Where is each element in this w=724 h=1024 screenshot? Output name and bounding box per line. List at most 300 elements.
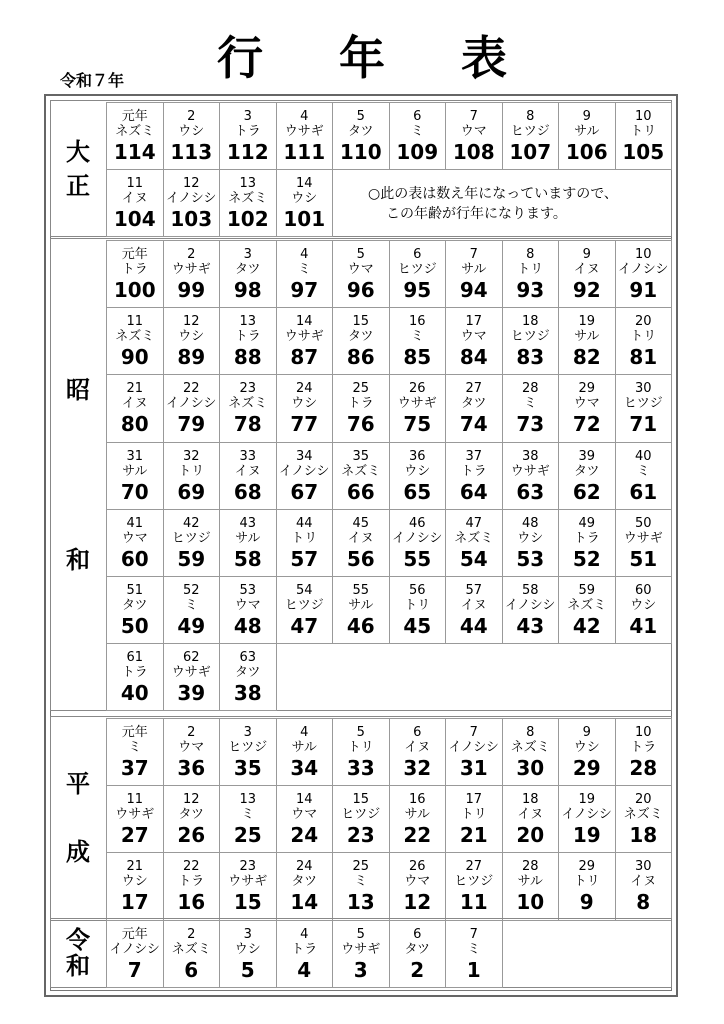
zodiac-sign: トリ [291, 530, 318, 546]
zodiac-sign: ネズミ [228, 191, 268, 207]
era-year: 元年 [121, 725, 148, 740]
era-year: 21 [126, 859, 144, 875]
zodiac-sign: タツ [234, 262, 261, 277]
era-year: 27 [465, 859, 483, 875]
era-year: 32 [182, 448, 200, 464]
zodiac-sign: ミ [297, 262, 311, 277]
year-cell [163, 307, 221, 375]
year-cell [558, 374, 616, 442]
age-value: 113 [170, 140, 213, 164]
year-cell [106, 852, 164, 920]
year-cell [219, 852, 277, 920]
year-cell [615, 240, 673, 308]
note-line-1: ○此の表は数え年になっていますので、 [368, 186, 618, 202]
era-year: 57 [465, 583, 483, 598]
era-year: 53 [239, 583, 257, 598]
age-value: 111 [283, 140, 326, 164]
zodiac-sign: ミ [410, 124, 424, 139]
zodiac-sign: イヌ [347, 530, 374, 546]
zodiac-sign: ヒツジ [228, 740, 268, 755]
zodiac-sign: ネズミ [115, 329, 155, 345]
age-value: 102 [226, 207, 269, 232]
zodiac-sign: トリ [347, 740, 374, 755]
era-year: 25 [352, 381, 370, 397]
era-year: 14 [295, 314, 313, 330]
year-cell [615, 509, 673, 577]
age-value: 28 [629, 756, 658, 780]
era-year: 11 [126, 314, 144, 330]
age-value: 39 [177, 681, 206, 706]
era-year: 45 [352, 515, 370, 531]
zodiac-sign: ウサギ [171, 262, 211, 277]
age-value: 68 [233, 479, 262, 504]
zodiac-sign: ウシ [234, 942, 261, 957]
year-cell [106, 718, 164, 786]
age-value: 87 [290, 345, 319, 370]
year-cell [502, 374, 560, 442]
era-year: 5 [356, 725, 365, 740]
age-value: 30 [516, 756, 545, 780]
era-year: 39 [578, 448, 596, 464]
year-cell [219, 169, 277, 237]
page-title: 行 年 表 [216, 31, 538, 85]
era-year: 50 [634, 515, 652, 531]
zodiac-sign: ウサギ [115, 807, 155, 823]
era-year: 28 [521, 381, 539, 397]
age-value: 27 [120, 823, 149, 848]
age-value: 38 [233, 681, 262, 706]
zodiac-sign: トラ [234, 329, 261, 345]
zodiac-sign: ネズミ [567, 598, 607, 613]
age-value: 100 [113, 278, 156, 302]
year-cell [445, 102, 503, 170]
zodiac-sign: イノシシ [505, 598, 556, 613]
era-year: 24 [295, 859, 313, 875]
era-year: 37 [465, 448, 483, 464]
era-year: 27 [465, 381, 483, 397]
era-year: 62 [182, 650, 200, 666]
year-cell [163, 718, 221, 786]
year-cell [163, 374, 221, 442]
age-value: 91 [629, 278, 658, 302]
year-cell [445, 718, 503, 786]
era-year: 13 [239, 792, 257, 808]
year-cell [276, 509, 334, 577]
year-cell [276, 240, 334, 308]
year-cell [615, 852, 673, 920]
era-year: 4 [300, 109, 309, 124]
zodiac-sign: ヒツジ [397, 262, 437, 277]
year-cell [219, 920, 277, 988]
age-value: 16 [177, 890, 206, 915]
age-value: 54 [459, 546, 488, 571]
age-value: 58 [233, 546, 262, 571]
age-value: 23 [346, 823, 375, 848]
era-year: 26 [408, 381, 426, 397]
zodiac-sign: ウマ [234, 598, 261, 613]
year-cell [219, 785, 277, 853]
zodiac-sign: イヌ [573, 262, 600, 277]
zodiac-sign: ウシ [573, 740, 600, 755]
era-year: 5 [356, 927, 365, 942]
era-year: 20 [634, 792, 652, 808]
year-cell [615, 102, 673, 170]
zodiac-sign: ヒツジ [341, 807, 381, 823]
zodiac-sign: ヒツジ [623, 396, 663, 412]
year-cell [389, 102, 447, 170]
era-year: 23 [239, 381, 257, 397]
zodiac-sign: ウマ [460, 124, 487, 139]
year-cell [389, 576, 447, 644]
year-cell [558, 240, 616, 308]
year-cell [163, 785, 221, 853]
year-cell [276, 852, 334, 920]
year-cell [163, 102, 221, 170]
zodiac-sign: サル [461, 262, 487, 277]
era-year: 35 [352, 448, 370, 464]
zodiac-sign: タツ [347, 124, 374, 139]
zodiac-sign: ネズミ [115, 124, 155, 139]
zodiac-sign: イノシシ [561, 807, 612, 823]
era-year: 8 [526, 109, 535, 124]
zodiac-sign: ウマ [291, 807, 318, 823]
age-value: 98 [233, 278, 262, 302]
zodiac-sign: ヒツジ [454, 874, 494, 890]
zodiac-sign: サル [348, 598, 374, 613]
era-year: 7 [469, 247, 478, 262]
year-cell [558, 852, 616, 920]
era-year: 2 [187, 725, 196, 740]
age-value: 29 [572, 756, 601, 780]
era-year: 20 [634, 314, 652, 330]
era-year: 元年 [121, 109, 148, 124]
age-value: 92 [572, 278, 601, 302]
year-cell [276, 442, 334, 510]
era-year: 10 [634, 247, 652, 262]
era-year: 55 [352, 583, 370, 598]
era-year: 9 [582, 247, 591, 262]
era-year: 33 [239, 448, 257, 464]
era-year: 41 [126, 515, 144, 531]
zodiac-sign: イノシシ [166, 396, 217, 412]
zodiac-sign: タツ [234, 665, 261, 681]
age-value: 65 [403, 479, 432, 504]
zodiac-sign: ウシ [178, 329, 205, 345]
year-cell [389, 509, 447, 577]
age-value: 104 [113, 207, 156, 232]
age-value: 2 [410, 958, 425, 982]
year-cell [389, 785, 447, 853]
year-cell [332, 442, 390, 510]
age-value: 96 [346, 278, 375, 302]
era-year: 19 [578, 792, 596, 808]
zodiac-sign: トラ [121, 665, 148, 681]
age-value: 21 [459, 823, 488, 848]
era-year: 21 [126, 381, 144, 397]
age-value: 81 [629, 345, 658, 370]
year-cell [276, 374, 334, 442]
age-value: 108 [452, 140, 495, 164]
era-year: 13 [239, 314, 257, 330]
zodiac-sign: イヌ [121, 396, 148, 412]
year-cell [502, 509, 560, 577]
era-year: 44 [295, 515, 313, 531]
year-cell [219, 442, 277, 510]
year-cell [615, 576, 673, 644]
era-year: 49 [578, 515, 596, 531]
year-cell [163, 509, 221, 577]
zodiac-sign: トリ [517, 262, 544, 277]
zodiac-sign: ウサギ [397, 396, 437, 412]
zodiac-sign: ウサギ [284, 329, 324, 345]
year-cell [163, 169, 221, 237]
era-year: 15 [352, 792, 370, 808]
era-year: 7 [469, 109, 478, 124]
era-year: 36 [408, 448, 426, 464]
age-value: 8 [636, 890, 651, 915]
year-cell [106, 509, 164, 577]
year-cell [389, 718, 447, 786]
age-value: 75 [403, 412, 432, 437]
year-cell [502, 102, 560, 170]
era-year: 7 [469, 725, 478, 740]
year-cell [445, 920, 503, 988]
zodiac-sign: タツ [460, 396, 487, 412]
age-value: 11 [459, 890, 488, 915]
year-cell [163, 240, 221, 308]
era-label: 大 正 [66, 137, 90, 200]
year-cell [558, 718, 616, 786]
age-value: 13 [346, 890, 375, 915]
age-value: 19 [572, 823, 601, 848]
zodiac-sign: ミ [184, 598, 198, 613]
era-year: 14 [295, 176, 313, 192]
age-value: 88 [233, 345, 262, 370]
zodiac-sign: イノシシ [392, 530, 443, 546]
year-cell [502, 852, 560, 920]
year-cell [615, 374, 673, 442]
era-year: 43 [239, 515, 257, 531]
era-year: 7 [469, 927, 478, 942]
era-year: 31 [126, 448, 144, 464]
year-cell [219, 102, 277, 170]
era-year: 2 [187, 247, 196, 262]
year-cell [163, 576, 221, 644]
age-value: 46 [346, 614, 375, 638]
year-cell [163, 852, 221, 920]
era-year: 4 [300, 725, 309, 740]
era-year: 61 [126, 650, 144, 666]
age-value: 74 [459, 412, 488, 437]
age-value: 56 [346, 546, 375, 571]
zodiac-sign: サル [574, 329, 600, 345]
era-year: 10 [634, 725, 652, 740]
era-year: 3 [243, 247, 252, 262]
year-cell [219, 718, 277, 786]
era-year: 12 [182, 176, 200, 192]
zodiac-sign: タツ [121, 598, 148, 613]
age-value: 35 [233, 756, 262, 780]
era-year: 8 [526, 247, 535, 262]
age-value: 85 [403, 345, 432, 370]
age-value: 76 [346, 412, 375, 437]
year-cell [502, 576, 560, 644]
zodiac-sign: ウシ [121, 874, 148, 890]
zodiac-sign: ウシ [630, 598, 657, 613]
age-value: 83 [516, 345, 545, 370]
age-value: 62 [572, 479, 601, 504]
zodiac-sign: ウシ [291, 191, 318, 207]
age-value: 22 [403, 823, 432, 848]
era-year: 24 [295, 381, 313, 397]
year-cell [615, 785, 673, 853]
zodiac-sign: ネズミ [171, 942, 211, 957]
year-cell [445, 785, 503, 853]
era-year: 6 [413, 109, 422, 124]
zodiac-sign: ミ [467, 942, 481, 957]
age-value: 77 [290, 412, 319, 437]
era-year: 29 [578, 859, 596, 875]
year-cell [106, 920, 164, 988]
zodiac-sign: ミ [410, 329, 424, 345]
era-year: 12 [182, 792, 200, 808]
zodiac-sign: トラ [178, 874, 205, 890]
age-value: 72 [572, 412, 601, 437]
era-label: 令 和 [66, 926, 90, 981]
year-cell [445, 509, 503, 577]
zodiac-sign: ウマ [178, 740, 205, 755]
era-year: 18 [521, 792, 539, 808]
year-cell [558, 442, 616, 510]
age-value: 17 [120, 890, 149, 915]
zodiac-sign: トリ [178, 463, 205, 479]
age-value: 7 [127, 958, 142, 982]
age-value: 48 [233, 614, 262, 638]
age-value: 89 [177, 345, 206, 370]
year-cell [276, 785, 334, 853]
era-year: 26 [408, 859, 426, 875]
era-year: 19 [578, 314, 596, 330]
age-value: 5 [240, 958, 255, 982]
zodiac-sign: イノシシ [166, 191, 217, 207]
zodiac-sign: ヒツジ [171, 530, 211, 546]
year-cell [389, 240, 447, 308]
age-value: 78 [233, 412, 262, 437]
age-value: 36 [177, 756, 206, 780]
age-value: 3 [353, 958, 368, 982]
year-cell [106, 643, 164, 711]
zodiac-sign: イノシシ [109, 942, 160, 957]
zodiac-sign: トラ [121, 262, 148, 277]
era-year: 4 [300, 247, 309, 262]
year-cell [219, 240, 277, 308]
zodiac-sign: ウシ [517, 530, 544, 546]
age-value: 49 [177, 614, 206, 638]
zodiac-sign: トリ [630, 329, 657, 345]
zodiac-sign: トラ [291, 942, 318, 957]
age-value: 20 [516, 823, 545, 848]
zodiac-sign: トリ [630, 124, 657, 139]
era-year: 6 [413, 247, 422, 262]
year-cell [502, 442, 560, 510]
age-value: 18 [629, 823, 658, 848]
age-value: 47 [290, 614, 319, 638]
age-value: 6 [184, 958, 199, 982]
year-cell [615, 442, 673, 510]
year-cell [445, 852, 503, 920]
year-cell [332, 920, 390, 988]
era-year: 11 [126, 176, 144, 192]
age-value: 44 [459, 614, 488, 638]
era-year: 30 [634, 859, 652, 875]
era-year: 元年 [121, 247, 148, 262]
age-value: 70 [120, 479, 149, 504]
era-year: 63 [239, 650, 257, 666]
era-year: 13 [239, 176, 257, 192]
year-cell [106, 240, 164, 308]
year-cell [558, 102, 616, 170]
year-cell [163, 442, 221, 510]
age-value: 109 [396, 140, 439, 164]
era-year: 8 [526, 725, 535, 740]
year-cell [219, 576, 277, 644]
age-value: 114 [113, 140, 156, 164]
age-value: 12 [403, 890, 432, 915]
zodiac-sign: サル [404, 807, 430, 823]
age-value: 63 [516, 479, 545, 504]
year-cell [502, 785, 560, 853]
zodiac-sign: イノシシ [448, 740, 499, 755]
age-value: 64 [459, 479, 488, 504]
zodiac-sign: ネズミ [510, 740, 550, 755]
era-label: 昭 和 [66, 375, 90, 574]
zodiac-sign: ネズミ [623, 807, 663, 823]
era-year: 54 [295, 583, 313, 598]
era-year: 9 [582, 109, 591, 124]
year-cell [389, 307, 447, 375]
zodiac-sign: サル [291, 740, 317, 755]
zodiac-sign: タツ [573, 463, 600, 479]
age-value: 99 [177, 278, 206, 302]
zodiac-sign: サル [574, 124, 600, 139]
age-value: 84 [459, 345, 488, 370]
zodiac-sign: ウサギ [341, 942, 381, 957]
year-cell [106, 374, 164, 442]
year-cell [219, 374, 277, 442]
year-cell [445, 307, 503, 375]
age-value: 10 [516, 890, 545, 915]
era-year: 10 [634, 109, 652, 124]
age-value: 107 [509, 140, 552, 164]
era-year: 56 [408, 583, 426, 598]
year-cell [332, 576, 390, 644]
zodiac-sign: イノシシ [279, 463, 330, 479]
year-cell [332, 307, 390, 375]
era-year: 15 [352, 314, 370, 330]
zodiac-sign: ミ [128, 740, 142, 755]
zodiac-sign: イヌ [460, 598, 487, 613]
era-year: 18 [521, 314, 539, 330]
era-label: 平 成 [66, 770, 90, 867]
zodiac-sign: トリ [460, 807, 487, 823]
zodiac-sign: ウマ [347, 262, 374, 277]
year-cell [389, 920, 447, 988]
zodiac-sign: ウサギ [623, 530, 663, 546]
zodiac-sign: タツ [404, 942, 431, 957]
zodiac-sign: トラ [460, 463, 487, 479]
zodiac-sign: トラ [234, 124, 261, 139]
year-cell [163, 643, 221, 711]
